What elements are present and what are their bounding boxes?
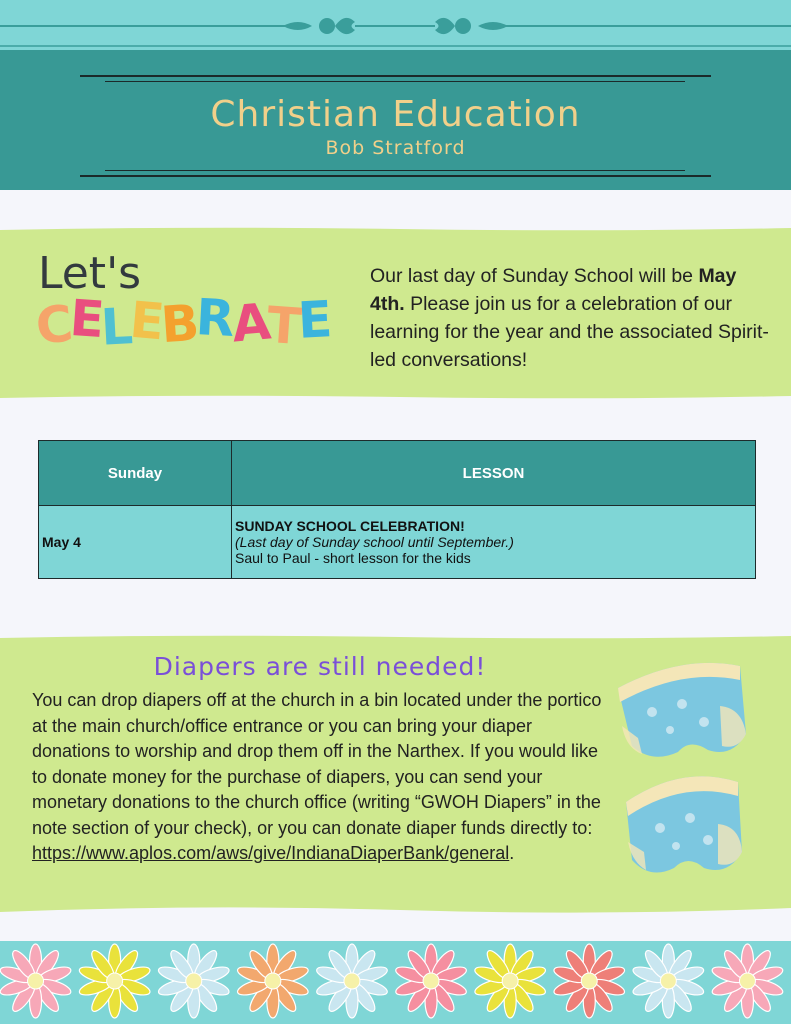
diaper-top-icon — [618, 663, 746, 757]
page-subtitle: Bob Stratford — [325, 137, 466, 159]
table-row — [39, 506, 756, 579]
celebrate-word — [33, 288, 356, 362]
flower-icon — [710, 944, 784, 1018]
diapers-body — [32, 688, 612, 867]
flower-icon — [315, 944, 389, 1018]
row-date: May 4 — [39, 506, 232, 579]
celebrate-letter: B — [158, 293, 201, 355]
header-rule — [80, 175, 711, 177]
flower-icon — [552, 944, 626, 1018]
ornament-divider-icon — [0, 0, 791, 52]
header-rule — [105, 170, 685, 171]
announcement-date: May 4th. — [370, 265, 737, 315]
flower-icon — [0, 944, 73, 1018]
celebrate-letter: L — [99, 297, 135, 357]
celebrate-letter: E — [127, 290, 167, 352]
page-title: Christian Education — [210, 94, 581, 135]
flower-icon — [473, 944, 547, 1018]
diapers-heading: Diapers are still needed! — [153, 652, 487, 681]
column-header-lesson: LESSON — [232, 441, 756, 506]
column-header-sunday: Sunday — [39, 441, 232, 506]
flower-icon — [157, 944, 231, 1018]
lets-text: Let's — [38, 248, 142, 299]
diaper-illustration-icon — [612, 646, 752, 886]
flower-row — [0, 941, 791, 1024]
header-rule — [80, 75, 711, 77]
row-lesson — [232, 506, 756, 579]
lesson-title: SUNDAY SCHOOL CELEBRATION! — [235, 518, 465, 534]
celebrate-letter: T — [265, 295, 304, 357]
flower-icon — [236, 944, 310, 1018]
celebration-announcement — [370, 262, 770, 374]
donation-link[interactable]: https://www.aplos.com/aws/give/IndianaDiaperBank/general — [32, 843, 510, 863]
flower-icon — [631, 944, 705, 1018]
diapers-body-text: You can drop diapers off at the church in a bin located under the portico at the main church/office entrance or you can bring your diaper donations to worship and drop them off in the Narthex. If you would like to donate money for the purchase of diapers, you can send your monetary donations to the church office (writing “GWOH Diapers” in the note section of your check), or you can donate diaper funds directly to: — [32, 690, 602, 838]
celebrate-letter: R — [194, 288, 237, 348]
lesson-detail: Saul to Paul - short lesson for the kids — [235, 550, 471, 566]
celebrate-letter: A — [229, 292, 273, 354]
lesson-schedule-table — [38, 440, 756, 579]
link-suffix: . — [509, 843, 515, 863]
flower-icon — [78, 944, 152, 1018]
diaper-bottom-icon — [626, 776, 742, 872]
announcement-text-start: Our last day of Sunday School will be — [370, 265, 694, 287]
flower-icon — [394, 944, 468, 1018]
lesson-note: (Last day of Sunday school until September.) — [235, 534, 514, 550]
celebrate-letter: C — [33, 294, 76, 356]
celebrate-letter: E — [296, 290, 334, 350]
celebrate-letter: E — [67, 288, 106, 350]
header-rule — [105, 81, 685, 82]
table-header-row — [39, 441, 756, 506]
announcement-text-end: Please join us for a celebration of our learning for the year and the associated Spirit-led conversations! — [370, 293, 769, 371]
